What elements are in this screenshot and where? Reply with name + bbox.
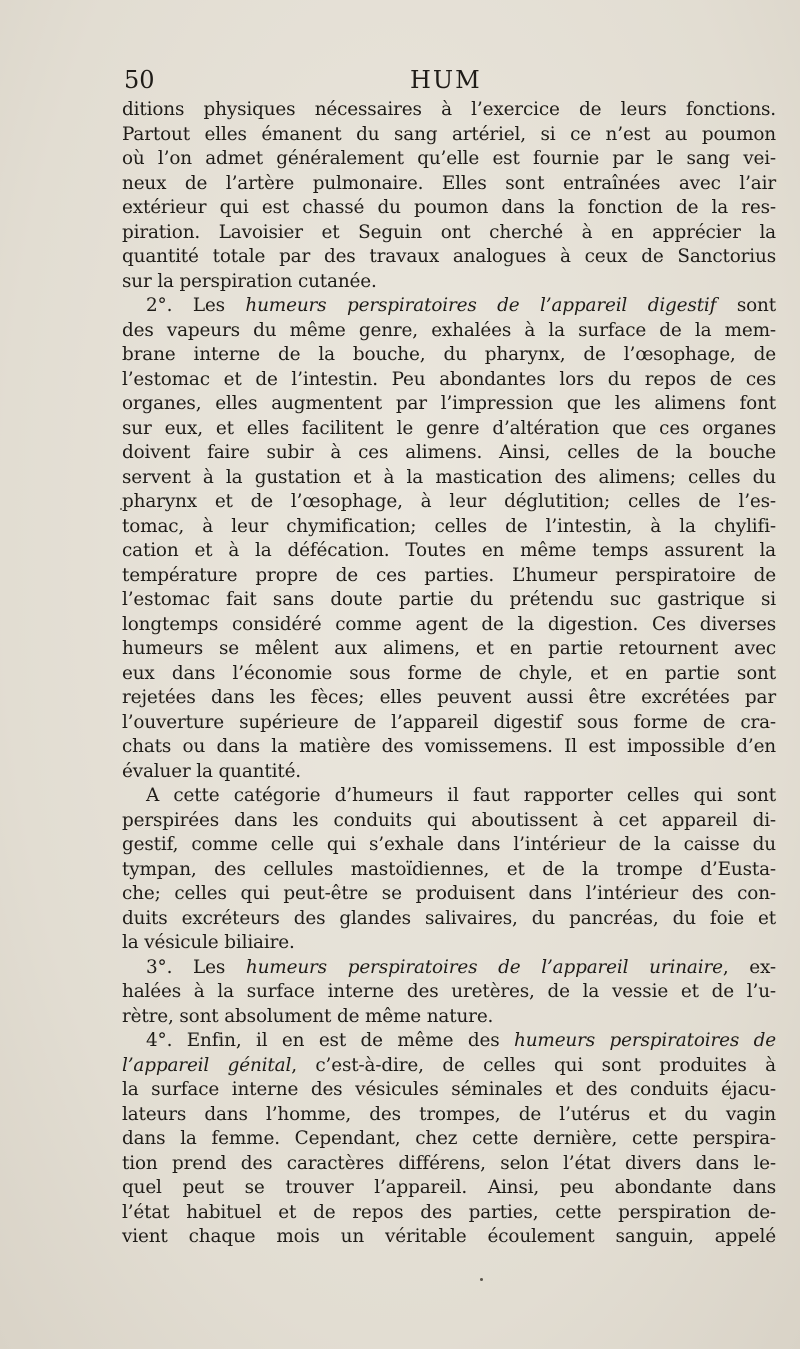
text-line (122, 147, 776, 172)
page-header (124, 66, 774, 94)
text-line (122, 392, 776, 417)
text-line (122, 466, 776, 491)
text-line (122, 319, 776, 344)
text-line (122, 613, 776, 638)
text-line (122, 441, 776, 466)
text-segment: où l’on admet généralement qu’elle est fournie par le sang vei- (122, 148, 776, 169)
text-line (122, 123, 776, 148)
text-line (122, 809, 776, 834)
text-segment: sur la perspiration cutanée. (122, 270, 377, 292)
text-line (122, 882, 776, 907)
text-line (122, 1225, 776, 1250)
text-segment: lateurs dans l’homme, des trompes, de l’utérus et du vagin (122, 1103, 776, 1125)
text-segment: organes, elles augmentent par l’impression que les alimens font (122, 393, 776, 414)
text-segment: gestif, comme celle qui s’exhale dans l’intérieur de la caisse du (122, 834, 776, 855)
text-line (122, 1127, 776, 1152)
italic-phrase: humeurs perspiratoires de l’appareil digestif (245, 295, 717, 316)
text-line (122, 931, 776, 956)
text-line (122, 711, 776, 736)
text-segment: servent à la gustation et à la mastication des alimens; celles du (122, 466, 776, 488)
text-segment: l’état habituel et de repos des parties, cette perspiration de- (122, 1201, 776, 1223)
text-segment: 2°. Les (146, 295, 246, 316)
text-segment: dans la femme. Cependant, chez cette dernière, cette perspira- (122, 1128, 776, 1149)
text-segment: l’estomac et de l’intestin. Peu abondantes lors du repos de ces (122, 368, 776, 390)
text-line (122, 515, 776, 540)
text-segment: doivent faire subir à ces alimens. Ainsi, celles de la bouche (122, 442, 776, 463)
text-segment: neux de l’artère pulmonaire. Elles sont entraînées avec l’air (122, 172, 776, 194)
text-segment: A cette catégorie d’humeurs il faut rapporter celles qui sont (146, 785, 776, 806)
text-segment: Partout elles émanent du sang artériel, si ce n’est au poumon (122, 123, 776, 145)
text-segment: sont (716, 295, 776, 316)
text-segment: eux dans l’économie sous forme de chyle, et en partie sont (122, 662, 776, 684)
text-line (122, 1029, 776, 1054)
text-segment: sur eux, et elles facilitent le genre d’altération que ces organes (122, 417, 776, 439)
text-line (122, 637, 776, 662)
text-line (122, 907, 776, 932)
text-segment: humeurs se mêlent aux alimens, et en partie retournent avec (122, 638, 776, 659)
text-segment: cation et à la défécation. Toutes en même temps assurent la (122, 540, 776, 561)
text-line (122, 1103, 776, 1128)
text-line (122, 564, 776, 589)
italic-phrase: humeurs perspiratoires de (514, 1030, 776, 1051)
text-line (122, 980, 776, 1005)
text-line (122, 662, 776, 687)
text-line (122, 270, 776, 295)
text-segment: la surface interne des vésicules séminales et des conduits éjacu- (122, 1079, 776, 1100)
text-segment: température propre de ces parties. L’humeur perspiratoire de (122, 564, 776, 586)
text-segment: halées à la surface interne des uretères, de la vessie et de l’u- (122, 981, 776, 1002)
text-line (122, 539, 776, 564)
text-segment: extérieur qui est chassé du poumon dans la fonction de la res- (122, 197, 776, 218)
text-segment: , c’est-à-dire, de celles qui sont produites à (291, 1054, 776, 1076)
text-line (122, 956, 776, 981)
paper-speck (120, 508, 122, 510)
paper-speck (480, 1278, 483, 1281)
text-line (122, 172, 776, 197)
text-segment: l’ouverture supérieure de l’appareil digestif sous forme de cra- (122, 711, 776, 733)
text-segment: rejetées dans les fèces; elles peuvent aussi être excrétées par (122, 687, 776, 708)
text-segment: tion prend des caractères différens, selon l’état divers dans le- (122, 1152, 776, 1174)
text-line (122, 588, 776, 613)
italic-phrase: l’appareil génital (122, 1054, 292, 1076)
text-segment: évaluer la quantité. (122, 760, 301, 782)
text-segment: vient chaque mois un véritable écoulement sanguin, appelé (122, 1226, 776, 1247)
text-line (122, 417, 776, 442)
text-segment: perspirées dans les conduits qui aboutissent à cet appareil di- (122, 809, 776, 831)
page-number: 50 (124, 66, 155, 94)
text-segment: pharynx et de l’œsophage, à leur déglutition; celles de l’es- (122, 491, 776, 512)
text-line (122, 1176, 776, 1201)
text-segment: 4°. Enfin, il en est de même des (146, 1030, 515, 1051)
text-segment: longtemps considéré comme agent de la digestion. Ces diverses (122, 613, 776, 635)
text-segment: piration. Lavoisier et Seguin ont cherché à en apprécier la (122, 221, 776, 243)
body-text (122, 98, 776, 1250)
text-line (122, 245, 776, 270)
text-segment: l’estomac fait sans doute partie du prétendu suc gastrique si (122, 589, 776, 610)
text-segment: duits excréteurs des glandes salivaires, du pancréas, du foie et (122, 907, 776, 929)
italic-phrase: humeurs perspiratoires de l’appareil urinaire (245, 956, 723, 978)
text-line (122, 784, 776, 809)
text-line (122, 858, 776, 883)
text-segment: tomac, à leur chymification; celles de l’intestin, à la chylifi- (122, 515, 776, 537)
text-line (122, 221, 776, 246)
text-line (122, 760, 776, 785)
text-segment: tympan, des cellules mastoïdiennes, et de la trompe d’Eusta- (122, 858, 776, 880)
text-line (122, 98, 776, 123)
text-line (122, 1201, 776, 1226)
text-segment: ditions physiques nécessaires à l’exercice de leurs fonctions. (122, 99, 776, 120)
text-segment: quel peut se trouver l’appareil. Ainsi, peu abondante dans (122, 1177, 776, 1198)
text-segment: chats ou dans la matière des vomissemens. Il est impossible d’en (122, 736, 776, 757)
text-segment: , ex- (722, 956, 776, 978)
text-line (122, 294, 776, 319)
text-line (122, 343, 776, 368)
text-line (122, 1152, 776, 1177)
text-segment: quantité totale par des travaux analogues à ceux de Sanctorius (122, 246, 776, 267)
text-line (122, 368, 776, 393)
text-line (122, 1054, 776, 1079)
text-line (122, 735, 776, 760)
text-line (122, 1005, 776, 1030)
text-segment: rètre, sont absolument de même nature. (122, 1005, 494, 1027)
text-line (122, 833, 776, 858)
text-segment: brane interne de la bouche, du pharynx, de l’œsophage, de (122, 344, 776, 365)
text-line (122, 1078, 776, 1103)
text-line (122, 686, 776, 711)
text-segment: des vapeurs du même genre, exhalées à la surface de la mem- (122, 319, 776, 341)
text-segment: la vésicule biliaire. (122, 932, 295, 953)
text-line (122, 490, 776, 515)
text-line (122, 196, 776, 221)
running-head: HUM (410, 66, 482, 94)
text-segment: che; celles qui peut-être se produisent dans l’intérieur des con- (122, 883, 776, 904)
text-segment: 3°. Les (146, 956, 246, 978)
